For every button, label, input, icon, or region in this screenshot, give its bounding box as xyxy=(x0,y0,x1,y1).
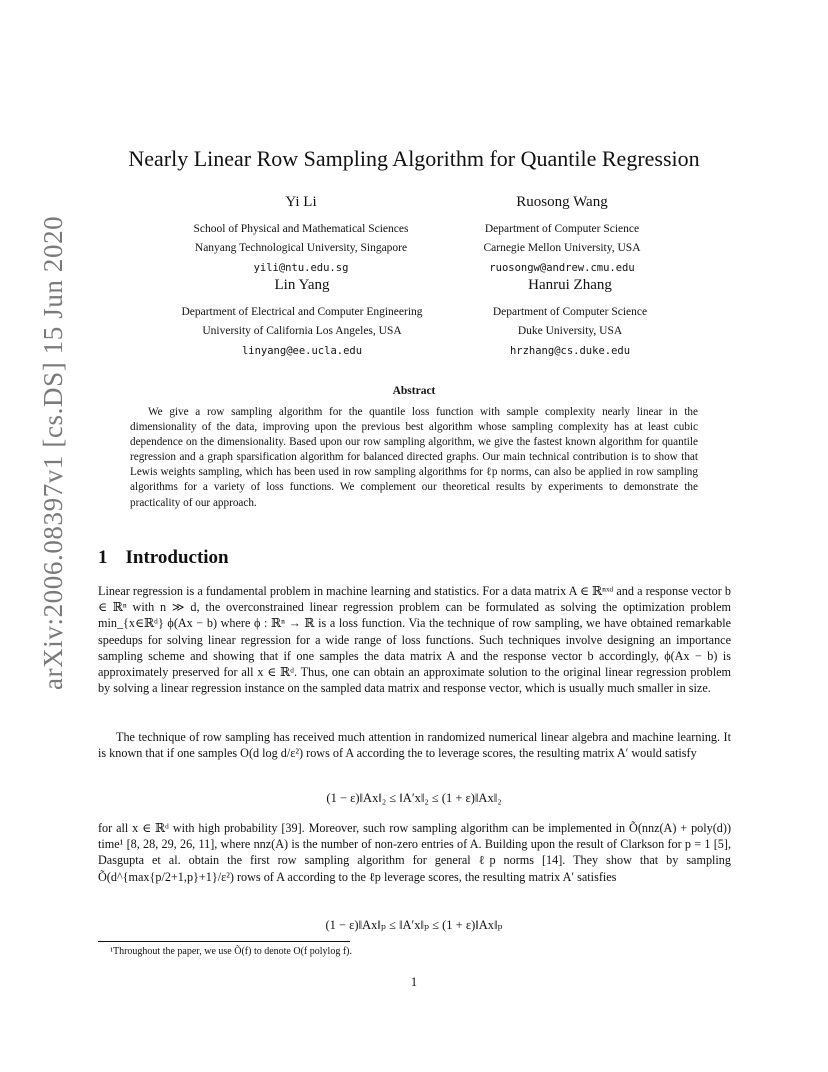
author-affiliation: Department of Computer Science xyxy=(484,223,640,235)
author-email[interactable]: linyang@ee.ucla.edu xyxy=(241,345,363,357)
author-affiliation: Carnegie Mellon University, USA xyxy=(483,242,641,254)
abstract-heading: Abstract xyxy=(392,385,436,397)
intro-paragraph-3: for all x ∈ ℝᵈ with high probability [39]. Moreover, such row sampling algorithm can be implemented in Õ(nnz(A) + poly(d)) time¹ [8, 28, 29, 26, 11], where nnz(A) is the number of non-zero entries of A. Building upon the result of Clarkson for p = 1 [5], Dasgupta et al. obtain the first row sampling algorithm for general ℓp norms [14]. They show that by sampling Õ(d^{max{p/2+1,p}+1}/ε²) rows of A according to the ℓp leverage scores, the resulting matrix A′ satisfies xyxy=(98,821,731,884)
section-heading xyxy=(98,547,229,569)
author-email[interactable]: yili@ntu.edu.sg xyxy=(253,262,349,274)
equation-lp: (1 − ε)‖Ax‖ₚ ≤ ‖A′x‖ₚ ≤ (1 + ε)‖Ax‖ₚ xyxy=(325,918,503,932)
author-yi-li xyxy=(174,194,428,278)
footnote-rule xyxy=(98,941,350,942)
intro-paragraph-2: The technique of row sampling has received much attention in randomized numerical linear algebra and machine learning. It is known that if one samples O(d log d/ε²) rows of A according the to leverage scores, the resulting matrix A′ would satisfy xyxy=(98,730,731,761)
author-affiliation: Nanyang Technological University, Singapore xyxy=(194,242,408,254)
abstract-text: We give a row sampling algorithm for the quantile loss function with sample complexity nearly linear in the dimensionality of the data, improving upon the previous best algorithm whose sampling complexity has at least cubic dependence on the dimensionality. Based upon our row sampling algorithm, we give the fastest known algorithm for quantile regression and a graph sparsification algorithm for balanced directed graphs. Our main technical contribution is to show that Lewis weights sampling, which has been used in row sampling algorithms for ℓp norms, can also be applied in row sampling algorithms for a variety of loss functions. We complement our theoretical results by experiments to demonstrate the practicality of our approach. xyxy=(130,406,698,509)
author-affiliation: Department of Computer Science xyxy=(492,306,648,318)
page-number: 1 xyxy=(410,975,418,989)
section-number: 1 xyxy=(98,547,108,568)
paper-title: Nearly Linear Row Sampling Algorithm for Quantile Regression xyxy=(128,146,700,171)
author-name: Lin Yang xyxy=(274,277,330,293)
author-name: Hanrui Zhang xyxy=(528,277,612,293)
author-affiliation: Duke University, USA xyxy=(517,325,623,337)
author-name: Ruosong Wang xyxy=(516,194,608,210)
intro-paragraph-1: Linear regression is a fundamental problem in machine learning and statistics. For a data matrix A ∈ ℝⁿˣᵈ and a response vector b ∈ ℝⁿ with n ≫ d, the overconstrained linear regression problem can be formulated as solving the optimization problem min_{x∈ℝᵈ} ϕ(Ax − b) where ϕ : ℝⁿ → ℝ is a loss function. Via the technique of row sampling, we have obtained remarkable speedups for solving linear regression for a wide range of loss functions. Such techniques involve designing an importance sampling scheme and showing that if one samples the data matrix A and the response vector b accordingly, ϕ(Ax − b) is approximately preserved for all x ∈ ℝᵈ. Thus, one can obtain an approximate solution to the original linear regression problem by solving a linear regression instance on the sampled data matrix and response vector, which is usually much smaller in size. xyxy=(98,584,731,696)
author-lin-yang xyxy=(156,277,448,361)
author-affiliation: Department of Electrical and Computer Engineering xyxy=(181,306,423,318)
footnote: ¹Throughout the paper, we use Õ(f) to denote O(f polylog f). xyxy=(110,946,352,957)
author-hanrui-zhang xyxy=(478,277,662,361)
author-ruosong-wang xyxy=(462,194,662,278)
author-affiliation: University of California Los Angeles, USA xyxy=(202,325,402,337)
equation-l2: (1 − ε)‖Ax‖₂ ≤ ‖A′x‖₂ ≤ (1 + ε)‖Ax‖₂ xyxy=(326,791,502,805)
author-affiliation: School of Physical and Mathematical Sciences xyxy=(193,223,409,235)
author-email[interactable]: hrzhang@cs.duke.edu xyxy=(509,345,631,357)
author-name: Yi Li xyxy=(285,194,317,210)
section-title: Introduction xyxy=(125,547,229,568)
author-email[interactable]: ruosongw@andrew.cmu.edu xyxy=(489,262,635,274)
arxiv-sidebar-stamp: arXiv:2006.08397v1 [cs.DS] 15 Jun 2020 xyxy=(38,215,68,690)
